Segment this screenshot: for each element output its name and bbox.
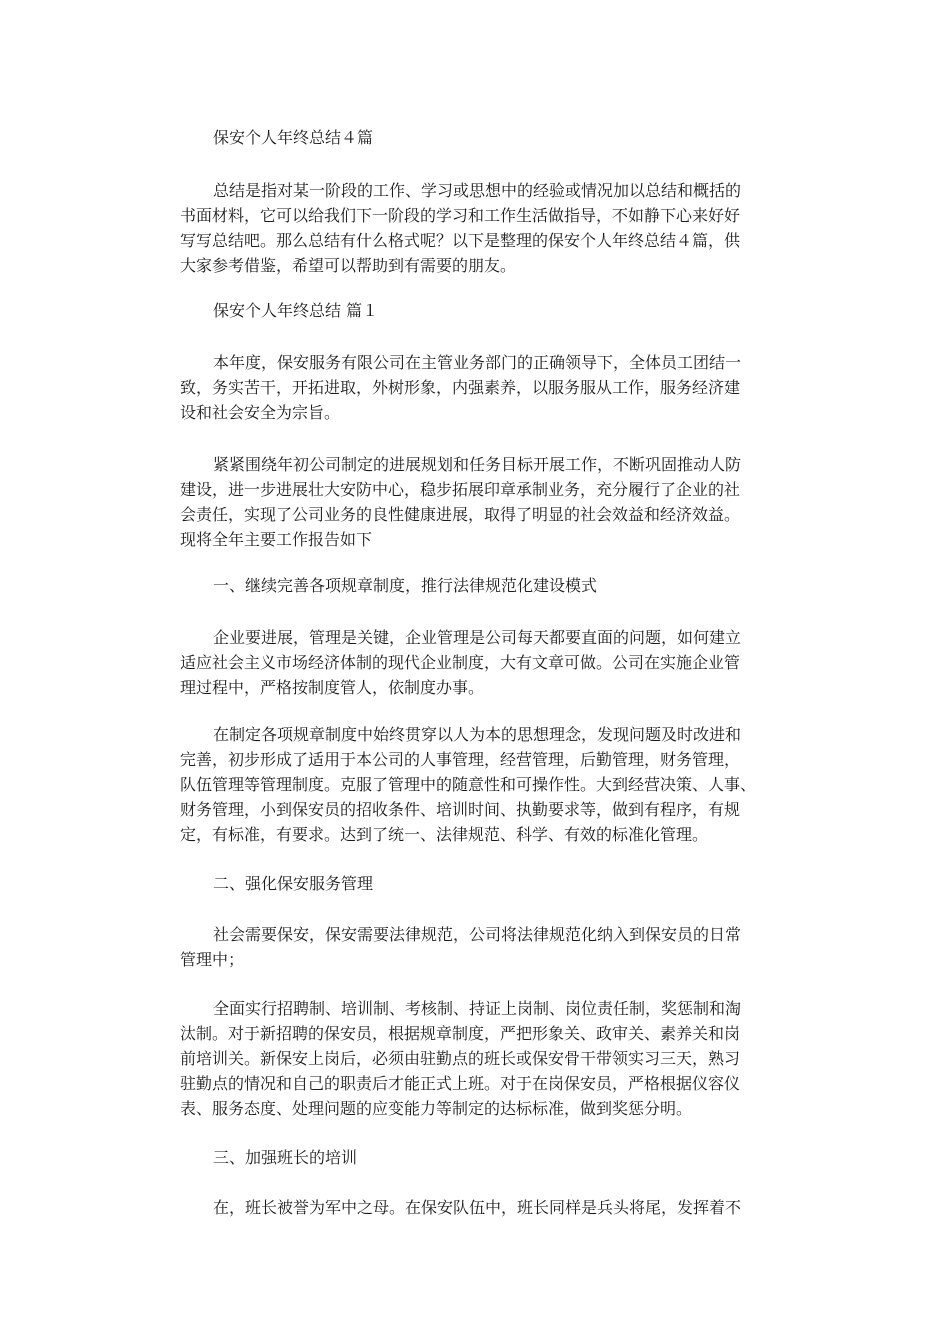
paragraph-line: 前培训关。新保安上岗后，必须由驻勤点的班长或保安骨干带领实习三天，熟习 — [180, 1049, 741, 1068]
paragraph-line: 适应社会主义市场经济体制的现代企业制度，大有文章可做。公司在实施企业管 — [180, 653, 741, 672]
paragraph-line: 书面材料，它可以给我们下一阶段的学习和工作生活做指导，不如静下心来好好 — [180, 206, 741, 225]
paragraph-line: 驻勤点的情况和自己的职责后才能正式上班。对于在岗保安员，严格根据仪容仪 — [180, 1074, 741, 1093]
section-heading: 一、继续完善各项规章制度，推行法律规范化建设模式 — [213, 576, 598, 595]
paragraph-line: 全面实行招聘制、培训制、考核制、持证上岗制、岗位责任制，奖惩制和淘 — [213, 999, 742, 1018]
paragraph-line: 大家参考借鉴，希望可以帮助到有需要的朋友。 — [180, 256, 517, 275]
paragraph-line: 在，班长被誉为军中之母。在保安队伍中，班长同样是兵头将尾，发挥着不 — [213, 1198, 742, 1217]
document-title: 保安个人年终总结４篇 — [213, 128, 374, 147]
paragraph-line: 队伍管理等管理制度。克服了管理中的随意性和可操作性。大到经营决策、人事、 — [180, 775, 757, 794]
section-heading: 二、强化保安服务管理 — [213, 874, 374, 893]
paragraph-line: 致，务实苦干，开拓进取，外树形象，内强素养，以服务服从工作，服务经济建 — [180, 378, 741, 397]
paragraph-line: 建设，进一步进展壮大安防中心，稳步拓展印章承制业务，充分履行了企业的社 — [180, 480, 741, 499]
paragraph-line: 会责任，实现了公司业务的良性健康进展，取得了明显的社会效益和经济效益。 — [180, 505, 741, 524]
paragraph-line: 写写总结吧。那么总结有什么格式呢？以下是整理的保安个人年终总结４篇，供 — [180, 231, 741, 250]
paragraph-line: 设和社会安全为宗旨。 — [180, 403, 341, 422]
paragraph-line: 在制定各项规章制度中始终贯穿以人为本的思想理念，发现问题及时改进和 — [213, 725, 742, 744]
paragraph-line: 完善，初步形成了适用于本公司的人事管理，经营管理，后勤管理，财务管理， — [180, 750, 741, 769]
paragraph-line: 汰制。对于新招聘的保安员，根据规章制度，严把形象关、政审关、素养关和岗 — [180, 1024, 741, 1043]
section-heading: 三、加强班长的培训 — [213, 1148, 358, 1167]
paragraph-line: 总结是指对某一阶段的工作、学习或思想中的经验或情况加以总结和概括的 — [213, 181, 742, 200]
paragraph-line: 管理中； — [180, 950, 245, 969]
paragraph-line: 定，有标准，有要求。达到了统一、法律规范、科学、有效的标准化管理。 — [180, 825, 709, 844]
paragraph-line: 现将全年主要工作报告如下 — [180, 530, 373, 549]
paragraph-line: 本年度，保安服务有限公司在主管业务部门的正确领导下，全体员工团结一 — [213, 353, 742, 372]
paragraph-line: 企业要进展，管理是关键，企业管理是公司每天都要直面的问题，如何建立 — [213, 628, 742, 647]
paragraph-line: 紧紧围绕年初公司制定的进展规划和任务目标开展工作，不断巩固推动人防 — [213, 455, 742, 474]
paragraph-line: 财务管理，小到保安员的招收条件、培训时间、执勤要求等，做到有程序，有规 — [180, 800, 741, 819]
paragraph-line: 表、服务态度、处理问题的应变能力等制定的达标标准，做到奖惩分明。 — [180, 1099, 693, 1118]
paragraph-line: 社会需要保安，保安需要法律规范，公司将法律规范化纳入到保安员的日常 — [213, 925, 742, 944]
paragraph-line: 理过程中，严格按制度管人，依制度办事。 — [180, 678, 485, 697]
section-title: 保安个人年终总结 篇１ — [213, 301, 379, 320]
